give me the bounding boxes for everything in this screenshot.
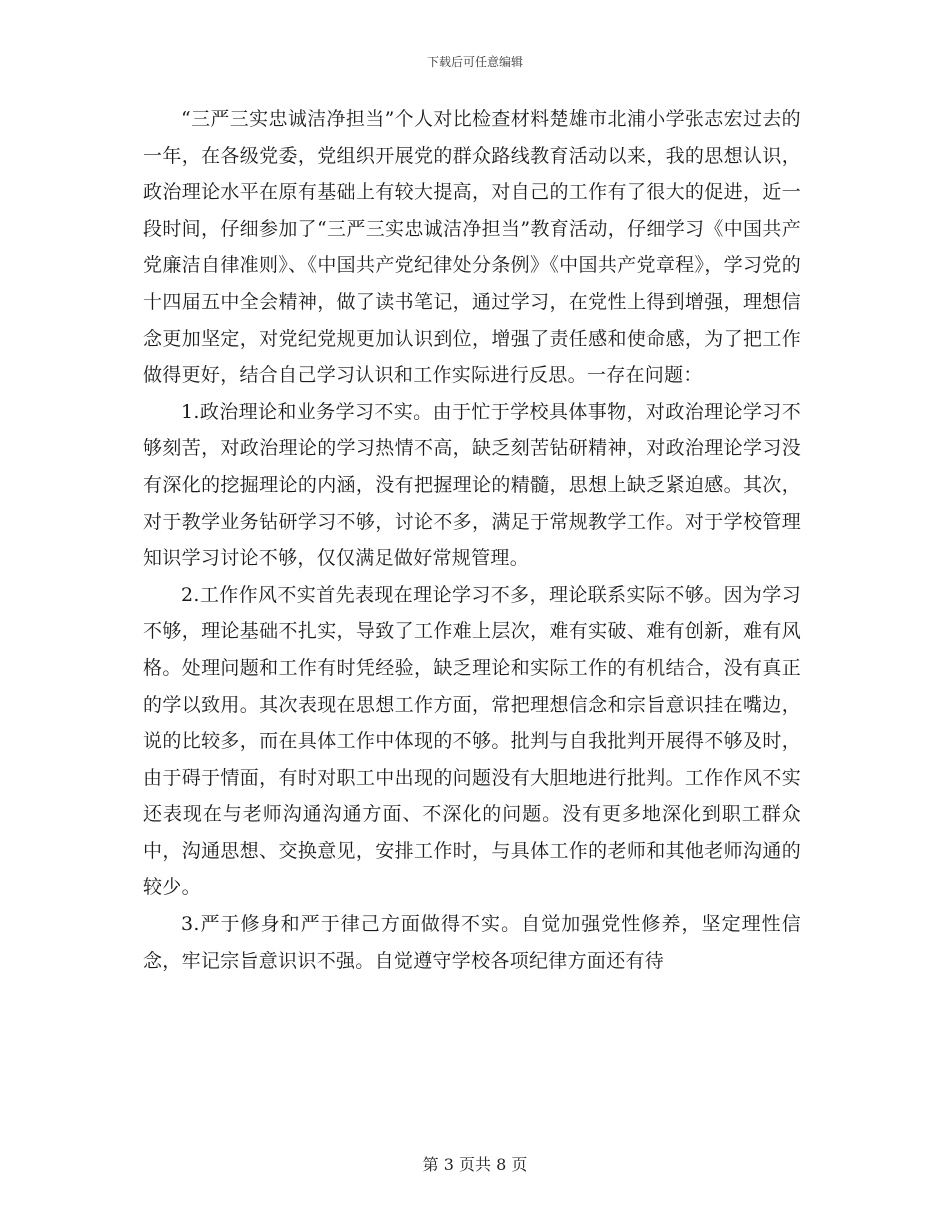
- page-number-footer: 第 3 页共 8 页: [422, 1155, 528, 1174]
- page-header: 下载后可任意编辑: [426, 55, 523, 69]
- paragraph-intro: “三严三实忠诚洁净担当”个人对比检查材料楚雄市北浦小学张志宏过去的一年，在各级党委，党组织开展党的群众路线教育活动以来，我的思想认识，政治理论水平在原有基础上有较大提高，对自己的工作有了很大的促进，近一段时间，仔细参加了“三严三实忠诚洁净担当”教育活动，仔细学习《中国共产党廉洁自律准则》、《中国共产党纪律处分条例》《中国共产党章程》，学习党的十四届五中全会精神，做了读书笔记，通过学习，在党性上得到增强，理想信念更加坚定，对党纪党规更加认识到位，增强了责任感和使命感，为了把工作做得更好，结合自己学习认识和工作实际进行反思。一存在问题：: [143, 108, 801, 387]
- document-body: [143, 101, 801, 979]
- paragraph-item-1: 1.政治理论和业务学习不实。由于忙于学校具体事物，对政治理论学习不够刻苦，对政治理论的学习热情不高，缺乏刻苦钻研精神，对政治理论学习没有深化的挖掘理论的内涵，没有把握理论的精髓，思想上缺乏紧迫感。其次，对于教学业务钻研学习不够，讨论不多，满足于常规教学工作。对于学校管理知识学习讨论不够，仅仅满足做好常规管理。: [143, 400, 801, 570]
- paragraph-item-2: 2.工作作风不实首先表现在理论学习不多，理论联系实际不够。因为学习不够，理论基础不扎实，导致了工作难上层次，难有实破、难有创新，难有风格。处理问题和工作有时凭经验，缺乏理论和实际工作的有机结合，没有真正的学以致用。其次表现在思想工作方面，常把理想信念和宗旨意识挂在嘴边，说的比较多，而在具体工作中体现的不够。批判与自我批判开展得不够及时，由于碍于情面，有时对职工中出现的问题没有大胆地进行批判。工作作风不实还表现在与老师沟通沟通方面、不深化的问题。没有更多地深化到职工群众中，沟通思想、交换意见，安排工作时，与具体工作的老师和其他老师沟通的较少。: [143, 583, 801, 899]
- paragraph-item-3: 3.严于修身和严于律己方面做得不实。自觉加强党性修养，坚定理性信念，牢记宗旨意识识不强。自觉遵守学校各项纪律方面还有待: [143, 913, 801, 972]
